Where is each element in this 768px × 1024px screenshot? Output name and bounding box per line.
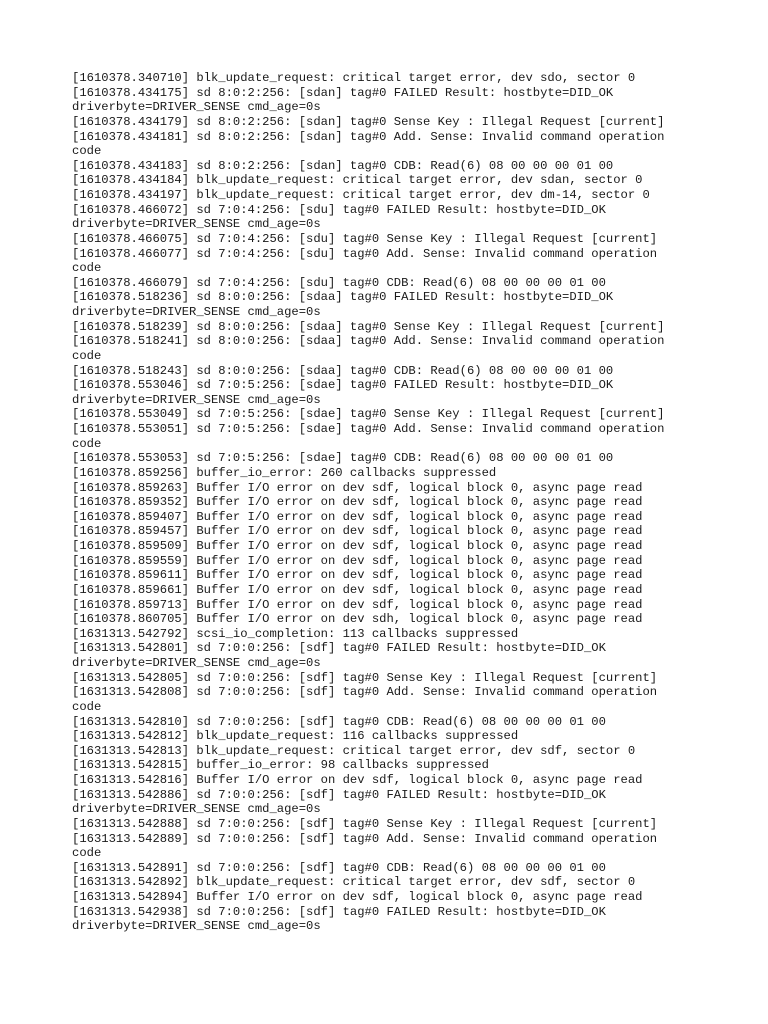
log-line: [1610378.859457] Buffer I/O error on dev sdf, logical block 0, async page read bbox=[72, 524, 643, 539]
log-line: driverbyte=DRIVER_SENSE cmd_age=0s bbox=[72, 919, 321, 934]
log-line: [1610378.859661] Buffer I/O error on dev sdf, logical block 0, async page read bbox=[72, 582, 643, 597]
log-line: [1610378.434183] sd 8:0:2:256: [sdan] tag#0 CDB: Read(6) 08 00 00 00 01 00 bbox=[72, 158, 614, 173]
log-text-block bbox=[72, 71, 732, 934]
log-line: [1631313.542891] sd 7:0:0:256: [sdf] tag#0 CDB: Read(6) 08 00 00 00 01 00 bbox=[72, 860, 606, 875]
log-line: [1610378.859407] Buffer I/O error on dev sdf, logical block 0, async page read bbox=[72, 509, 643, 524]
log-line: [1631313.542801] sd 7:0:0:256: [sdf] tag#0 FAILED Result: hostbyte=DID_OK bbox=[72, 641, 606, 656]
log-line: [1610378.466077] sd 7:0:4:256: [sdu] tag#0 Add. Sense: Invalid command operation bbox=[72, 246, 658, 261]
log-line: [1610378.434181] sd 8:0:2:256: [sdan] tag#0 Add. Sense: Invalid command operation bbox=[72, 129, 665, 144]
log-line: [1610378.859256] buffer_io_error: 260 callbacks suppressed bbox=[72, 465, 497, 480]
log-line: [1631313.542892] blk_update_request: critical target error, dev sdf, sector 0 bbox=[72, 875, 636, 890]
log-line: [1631313.542816] Buffer I/O error on dev sdf, logical block 0, async page read bbox=[72, 773, 643, 787]
log-line: [1610378.466072] sd 7:0:4:256: [sdu] tag#0 FAILED Result: hostbyte=DID_OK bbox=[72, 202, 606, 217]
log-line: [1610378.518243] sd 8:0:0:256: [sdaa] tag#0 CDB: Read(6) 08 00 00 00 01 00 bbox=[72, 363, 614, 378]
log-line: code bbox=[72, 144, 102, 159]
log-line: driverbyte=DRIVER_SENSE cmd_age=0s bbox=[72, 656, 321, 670]
log-line: [1631313.542938] sd 7:0:0:256: [sdf] tag#0 FAILED Result: hostbyte=DID_OK bbox=[72, 904, 606, 919]
log-line: [1631313.542792] scsi_io_completion: 113 callbacks suppressed bbox=[72, 626, 519, 641]
log-line: driverbyte=DRIVER_SENSE cmd_age=0s bbox=[72, 392, 321, 407]
log-line: [1610378.434197] blk_update_request: critical target error, dev dm-14, sector 0 bbox=[72, 188, 650, 202]
log-line: [1610378.553053] sd 7:0:5:256: [sdae] tag#0 CDB: Read(6) 08 00 00 00 01 00 bbox=[72, 451, 614, 466]
log-line: code bbox=[72, 348, 102, 363]
log-line: [1610378.553051] sd 7:0:5:256: [sdae] tag#0 Add. Sense: Invalid command operation bbox=[72, 422, 665, 436]
log-line: [1610378.340710] blk_update_request: critical target error, dev sdo, sector 0 bbox=[72, 71, 636, 85]
log-line: [1631313.542886] sd 7:0:0:256: [sdf] tag#0 FAILED Result: hostbyte=DID_OK bbox=[72, 787, 606, 802]
log-line: [1610378.860705] Buffer I/O error on dev sdh, logical block 0, async page read bbox=[72, 612, 643, 627]
log-line: [1610378.434175] sd 8:0:2:256: [sdan] tag#0 FAILED Result: hostbyte=DID_OK bbox=[72, 85, 614, 100]
log-line: [1631313.542805] sd 7:0:0:256: [sdf] tag#0 Sense Key : Illegal Request [current] bbox=[72, 670, 658, 685]
log-line: [1610378.434184] blk_update_request: critical target error, dev sdan, sector 0 bbox=[72, 173, 643, 188]
log-line: [1610378.859559] Buffer I/O error on dev sdf, logical block 0, async page read bbox=[72, 553, 643, 568]
log-line: [1610378.859509] Buffer I/O error on dev sdf, logical block 0, async page read bbox=[72, 539, 643, 553]
log-line: [1631313.542810] sd 7:0:0:256: [sdf] tag#0 CDB: Read(6) 08 00 00 00 01 00 bbox=[72, 714, 606, 729]
log-line: [1610378.466079] sd 7:0:4:256: [sdu] tag#0 CDB: Read(6) 08 00 00 00 01 00 bbox=[72, 275, 606, 290]
log-line: code bbox=[72, 699, 102, 714]
log-line: [1610378.434179] sd 8:0:2:256: [sdan] tag#0 Sense Key : Illegal Request [current] bbox=[72, 114, 665, 129]
log-line: [1631313.542888] sd 7:0:0:256: [sdf] tag#0 Sense Key : Illegal Request [current] bbox=[72, 816, 658, 831]
log-line: [1631313.542815] buffer_io_error: 98 callbacks suppressed bbox=[72, 758, 489, 773]
log-line: [1610378.553049] sd 7:0:5:256: [sdae] tag#0 Sense Key : Illegal Request [current] bbox=[72, 407, 665, 422]
log-line: [1610378.518241] sd 8:0:0:256: [sdaa] tag#0 Add. Sense: Invalid command operation bbox=[72, 334, 665, 349]
log-line: [1631313.542889] sd 7:0:0:256: [sdf] tag#0 Add. Sense: Invalid command operation bbox=[72, 831, 658, 846]
log-line: driverbyte=DRIVER_SENSE cmd_age=0s bbox=[72, 217, 321, 232]
log-line: [1631313.542808] sd 7:0:0:256: [sdf] tag#0 Add. Sense: Invalid command operation bbox=[72, 685, 658, 700]
log-line: [1610378.859713] Buffer I/O error on dev sdf, logical block 0, async page read bbox=[72, 597, 643, 612]
log-line: code bbox=[72, 846, 102, 861]
log-line: driverbyte=DRIVER_SENSE cmd_age=0s bbox=[72, 802, 321, 817]
log-line: [1610378.518236] sd 8:0:0:256: [sdaa] tag#0 FAILED Result: hostbyte=DID_OK bbox=[72, 290, 614, 305]
kernel-log-document bbox=[72, 71, 732, 934]
log-line: [1631313.542813] blk_update_request: critical target error, dev sdf, sector 0 bbox=[72, 743, 636, 758]
log-line: [1610378.518239] sd 8:0:0:256: [sdaa] tag#0 Sense Key : Illegal Request [current] bbox=[72, 319, 665, 334]
log-line: code bbox=[72, 261, 102, 276]
log-line: code bbox=[72, 436, 102, 451]
log-line: [1631313.542812] blk_update_request: 116 callbacks suppressed bbox=[72, 729, 519, 744]
log-line: [1610378.466075] sd 7:0:4:256: [sdu] tag#0 Sense Key : Illegal Request [current] bbox=[72, 231, 658, 246]
log-line: [1610378.859611] Buffer I/O error on dev sdf, logical block 0, async page read bbox=[72, 568, 643, 583]
log-line: [1610378.859263] Buffer I/O error on dev sdf, logical block 0, async page read bbox=[72, 480, 643, 495]
log-line: [1631313.542894] Buffer I/O error on dev sdf, logical block 0, async page read bbox=[72, 890, 643, 904]
log-line: driverbyte=DRIVER_SENSE cmd_age=0s bbox=[72, 305, 321, 319]
log-line: [1610378.553046] sd 7:0:5:256: [sdae] tag#0 FAILED Result: hostbyte=DID_OK bbox=[72, 378, 614, 393]
log-line: [1610378.859352] Buffer I/O error on dev sdf, logical block 0, async page read bbox=[72, 495, 643, 510]
log-line: driverbyte=DRIVER_SENSE cmd_age=0s bbox=[72, 100, 321, 115]
